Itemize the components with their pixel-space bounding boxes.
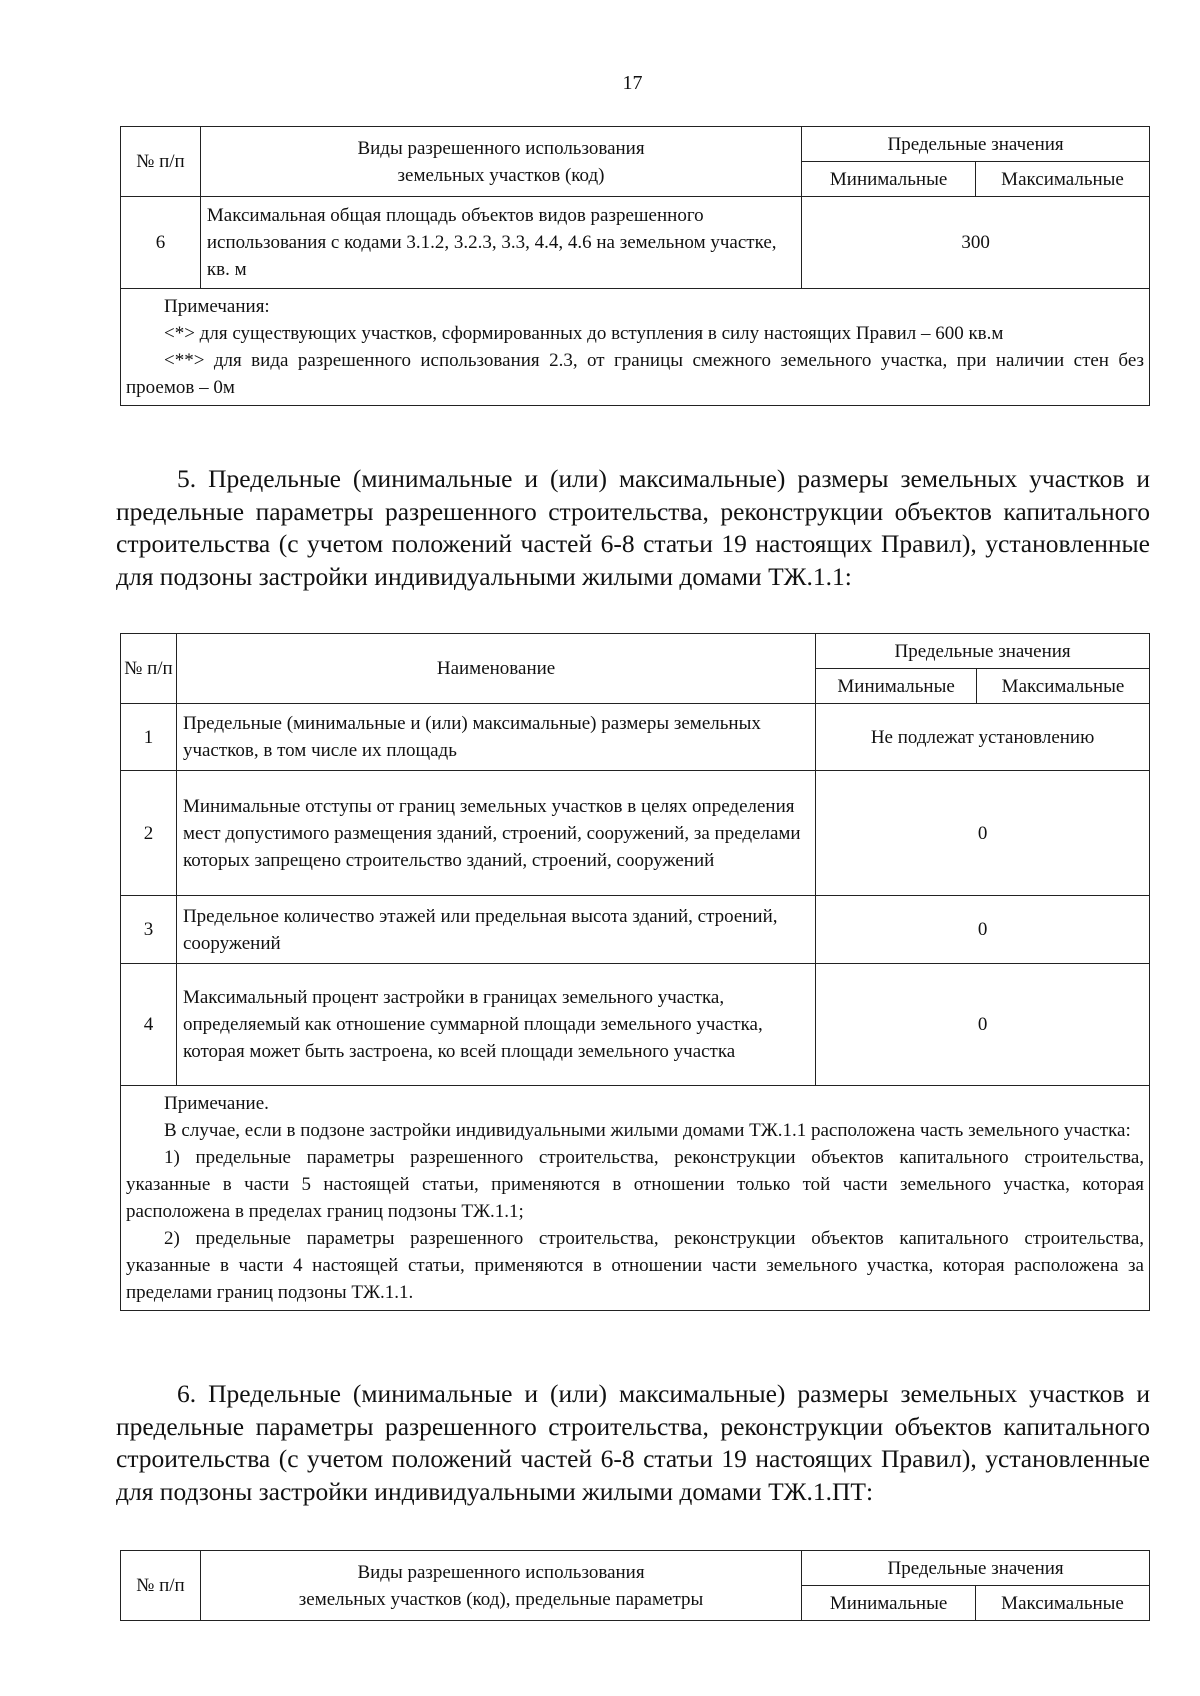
note-1: <*> для существующих участков, сформированных до вступления в силу настоящих Правил – 600 кв.м [164, 323, 1004, 344]
table-row [121, 896, 1150, 964]
row-name: Предельные (минимальные и (или) максимальные) размеры земельных участков, в том числе их площадь [176, 704, 815, 771]
header-name-line1: Виды разрешенного использования [357, 137, 645, 159]
row-num: 6 [121, 197, 201, 289]
table-row [121, 771, 1150, 896]
header-name [200, 1551, 801, 1621]
table-row [121, 704, 1150, 771]
header-name-line2: земельных участков (код), предельные параметры [298, 1588, 704, 1610]
paragraph-6 [116, 1378, 1150, 1508]
row-num: 1 [121, 704, 177, 771]
header-name: Наименование [176, 634, 815, 704]
note-title: Примечание. [164, 1093, 269, 1114]
row-num: 3 [121, 896, 177, 964]
header-name-line2: земельных участков (код) [397, 164, 605, 186]
table-row [121, 197, 1150, 289]
row-value: 0 [816, 964, 1150, 1086]
row-value: Не подлежат установлению [816, 704, 1150, 771]
header-min: Минимальные [816, 669, 977, 704]
header-limits: Предельные значения [802, 1551, 1150, 1586]
header-limits: Предельные значения [816, 634, 1150, 669]
table-1 [120, 126, 1150, 406]
row-value: 300 [802, 197, 1150, 289]
header-min: Минимальные [802, 1586, 976, 1621]
table-3 [120, 1550, 1150, 1621]
header-num: № п/п [121, 127, 201, 197]
row-num: 2 [121, 771, 177, 896]
table-2-notes [121, 1086, 1150, 1311]
note-2: <**> для вида разрешенного использования 2.3, от границы смежного земельного участка, при наличии стен без проемов – 0м [126, 350, 1144, 398]
header-num: № п/п [121, 634, 177, 704]
table-2 [120, 633, 1150, 1311]
header-max: Максимальные [977, 669, 1150, 704]
header-num: № п/п [121, 1551, 201, 1621]
page-number: 17 [622, 72, 643, 94]
row-name: Максимальный процент застройки в границах земельного участка, определяемый как отношение суммарной площади земельного участка, которая может быть застроена, ко всей площади земельного участка [176, 964, 815, 1086]
row-value: 0 [816, 771, 1150, 896]
note-intro: В случае, если в подзоне застройки индивидуальными жилыми домами ТЖ.1.1 расположена часть земельного участка: [164, 1120, 1131, 1141]
paragraph-6-text: 6. Предельные (минимальные и (или) максимальные) размеры земельных участков и предельные параметры разрешенного строительства, реконструкции объектов капитального строительства (с учетом положений частей 6-8 статьи 19 настоящих Правил), установленные для подзоны застройки индивидуальными жилыми домами ТЖ.1.ПТ: [116, 1379, 1150, 1506]
row-num: 4 [121, 964, 177, 1086]
row-name: Минимальные отступы от границ земельных участков в целях определения мест допустимого размещения зданий, строений, сооружений, за пределами которых запрещено строительство зданий, строений, сооружений [176, 771, 815, 896]
paragraph-5-text: 5. Предельные (минимальные и (или) максимальные) размеры земельных участков и предельные параметры разрешенного строительства, реконструкции объектов капитального строительства (с учетом положений частей 6-8 статьи 19 настоящих Правил), установленные для подзоны застройки индивидуальными жилыми домами ТЖ.1.1: [116, 464, 1150, 591]
note-item-2: 2) предельные параметры разрешенного строительства, реконструкции объектов капитального строительства, указанные в части 4 настоящей статьи, применяются в отношении части земельного участка, которая расположена за пределами границ подзоны ТЖ.1.1. [126, 1228, 1144, 1303]
row-value: 0 [816, 896, 1150, 964]
header-max: Максимальные [976, 162, 1150, 197]
table-1-notes [121, 289, 1150, 406]
header-name-line1: Виды разрешенного использования [357, 1561, 645, 1583]
header-min: Минимальные [802, 162, 976, 197]
notes-title: Примечания: [164, 296, 270, 317]
header-limits: Предельные значения [802, 127, 1150, 162]
row-name: Максимальная общая площадь объектов видов разрешенного использования с кодами 3.1.2, 3.2.3, 3.3, 4.4, 4.6 на земельном участке, кв. м [200, 197, 801, 289]
table-row [121, 964, 1150, 1086]
row-name: Предельное количество этажей или предельная высота зданий, строений, сооружений [176, 896, 815, 964]
paragraph-5 [116, 463, 1150, 593]
header-name [200, 127, 801, 197]
note-item-1: 1) предельные параметры разрешенного строительства, реконструкции объектов капитального строительства, указанные в части 5 настоящей статьи, применяются в отношении только той части земельного участка, которая расположена в пределах границ подзоны ТЖ.1.1; [126, 1147, 1144, 1222]
header-max: Максимальные [976, 1586, 1150, 1621]
